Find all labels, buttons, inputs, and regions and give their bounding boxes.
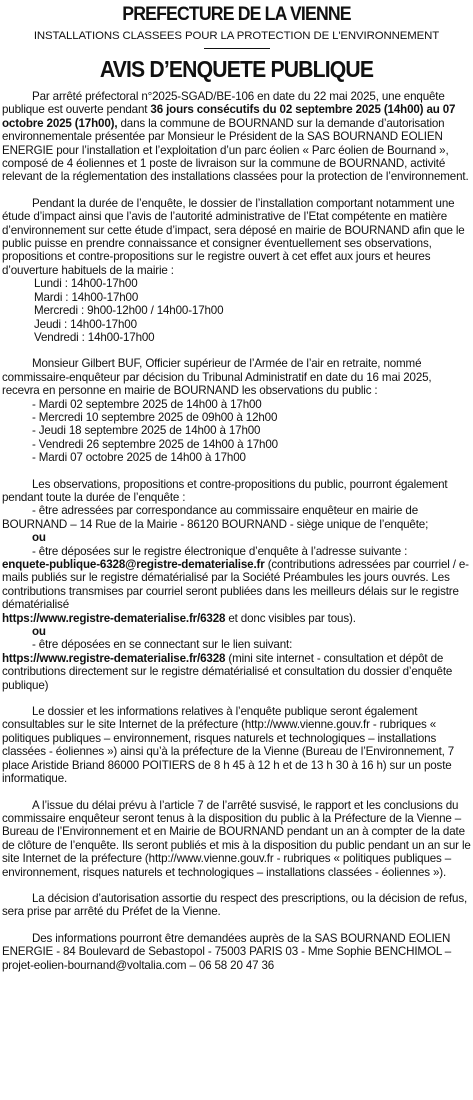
paragraph-arrete-text-end: dans la commune de BOURNAND sur la demande d’autorisation environnementale présentée par Monsieur le Président de la SAS BOURNAND EOLIEN ENERGIE pour l’installation et l’exploitation d’un parc éolien « Parc éolien de Bournand », composé de 4 éoliennes et 1 poste de livraison sur la commune de BOURNAND, activité relevant de la réglementation des installations classées pour la protection de l’environnement.: [2, 116, 469, 184]
notice-title: AVIS D’ENQUETE PUBLIQUE: [99, 56, 374, 82]
option-email-text: - être déposées sur le registre électronique d’enquête à l’adresse suivante :: [32, 544, 408, 558]
prefecture-heading: PREFECTURE DE LA VIENNE: [122, 4, 351, 25]
permanence-item: - Mardi 02 septembre 2025 de 14h00 à 17h00: [32, 397, 262, 411]
or-separator: ou: [32, 531, 46, 545]
hours-item: Mardi : 14h00-17h00: [34, 290, 139, 304]
option-mail-text: - être adressées par correspondance au commissaire enquêteur en mairie de BOURNAND – 14 Rue de la Mairie - 86120 BOURNAND - siège unique de l’enquête;: [2, 504, 429, 531]
paragraph-contact: Des informations pourront être demandées auprès de la SAS BOURNAND EOLIEN ENERGIE - 84 Boulevard de Sebastopol - 75003 PARIS 03 - Mme Sophie BENCHIMOL – projet-eolien-bournand@voltalia.com – 06 58 20 47 36: [2, 931, 452, 972]
registre-link[interactable]: https://www.registre-dematerialise.fr/6328: [2, 651, 226, 665]
hours-item: Vendredi : 14h00-17h00: [34, 330, 155, 344]
paragraph-consultation: Le dossier et les informations relatives à l’enquête publique seront également consultables sur le site Internet de la préfecture (http://www.vienne.gouv.fr - rubriques « politiques publiques – environnement, risques naturels et technologiques – installations classées - éoliennes ») ainsi qu’à la préfecture de la Vienne (Bureau de l’Environnement, 7 place Aristide Briand 86000 POITIERS de 8 h 45 à 12 h et de 13 h 30 à 16 h) sur un poste informatique.: [2, 705, 455, 786]
hours-item: Mercredi : 9h00-12h00 / 14h00-17h00: [34, 304, 224, 318]
paragraph-dossier: Pendant la durée de l’enquête, le dossier de l’installation comportant notamment une étude d’impact ainsi que l’avis de l’autorité administrative de l’Etat compétente en matière d’environnement sur cette étude d’impact, sera déposé en mairie de BOURNAND afin que le public puisse en prendre connaissance et consigner éventuellement ses observations, propositions et contre-propositions sur le registre ouvert à cet effet aux jours et heures d’ouverture habituels de la mairie :: [2, 196, 465, 277]
permanences-list: [2, 398, 471, 465]
permanence-item: - Mardi 07 octobre 2025 de 14h00 à 17h00: [32, 451, 246, 465]
option-web-details: (mini site internet - consultation et dépôt de contributions directement sur le registre dématérialisé et consultation du dossier d’enquête publique): [2, 651, 453, 692]
observations-option-web: [2, 638, 471, 692]
enquete-email-link[interactable]: enquete-publique-6328@registre-dematerialise.fr: [2, 558, 265, 571]
permanence-item: - Jeudi 18 septembre 2025 de 14h00 à 17h00: [32, 424, 261, 438]
observations-option-email: [2, 545, 471, 625]
observations-option-mail: [2, 504, 471, 531]
paragraph-decision: La décision d’autorisation assortie du respect des prescriptions, ou la décision de refus, sera prise par arrêté du Préfet de la Vienne.: [2, 891, 468, 919]
paragraph-commissaire: Monsieur Gilbert BUF, Officier supérieur de l’Armée de l’air en retraite, nommé commissaire-enquêteur par décision du Tribunal Administratif en date du 16 mai 2025, recevra en personne en mairie de BOURNAND les observations du public :: [2, 357, 432, 398]
or-separator: ou: [32, 625, 46, 639]
registre-link[interactable]: https://www.registre-dematerialise.fr/6328: [2, 611, 226, 625]
paragraph-observations-intro: Les observations, propositions et contre-propositions du public, pourront également pendant toute la durée de l’enquête :: [2, 477, 448, 504]
paragraph-rapport: A l’issue du délai prévu à l’article 7 de l’arrêté susvisé, le rapport et les conclusions du commissaire enquêteur seront tenus à la disposition du public à la Préfecture de la Vienne – Bureau de l’Environnement et en Mairie de BOURNAND pendant un an à compter de la date de clôture de l’enquête. Ils seront publiés et mis à la disposition du public pendant un an sur le site Internet de la préfecture (http://www.vienne.gouv.fr - rubriques « politiques publiques – environnement, risques naturels et technologiques – installations classées - éoliennes »).: [2, 798, 471, 879]
notice-subtitle: INSTALLATIONS CLASSEES POUR LA PROTECTION DE L'ENVIRONNEMENT: [33, 30, 440, 42]
option-email-details: (contributions adressées par courriel / e-mails publiés sur le registre dématérialisé par la Société Préambules les jours ouvrés. Les contributions transmises par courriel seront publiées dans les meilleurs délais sur le registre dématérialisé: [2, 558, 469, 612]
permanence-item: - Mercredi 10 septembre 2025 de 09h00 à 12h00: [32, 410, 278, 424]
title-divider: [204, 48, 270, 49]
option-web-text: - être déposées en se connectant sur le lien suivant:: [32, 638, 293, 652]
permanence-item: - Vendredi 26 septembre 2025 de 14h00 à 17h00: [32, 437, 278, 451]
mairie-hours-list: [2, 277, 471, 344]
paragraph-arrete: [2, 90, 471, 184]
enquete-dates: 36 jours consécutifs du 02 septembre 2025 (14h00) au 07 octobre 2025 (17h00),: [2, 103, 456, 130]
hours-item: Lundi : 14h00-17h00: [34, 277, 138, 291]
paragraph-arrete-text: Par arrêté préfectoral n°2025-SGAD/BE-106 en date du 22 mai 2025, une enquête publique est ouverte pendant: [2, 90, 445, 117]
option-email-end: et donc visibles par tous).: [225, 611, 356, 625]
hours-item: Jeudi : 14h00-17h00: [34, 317, 137, 331]
